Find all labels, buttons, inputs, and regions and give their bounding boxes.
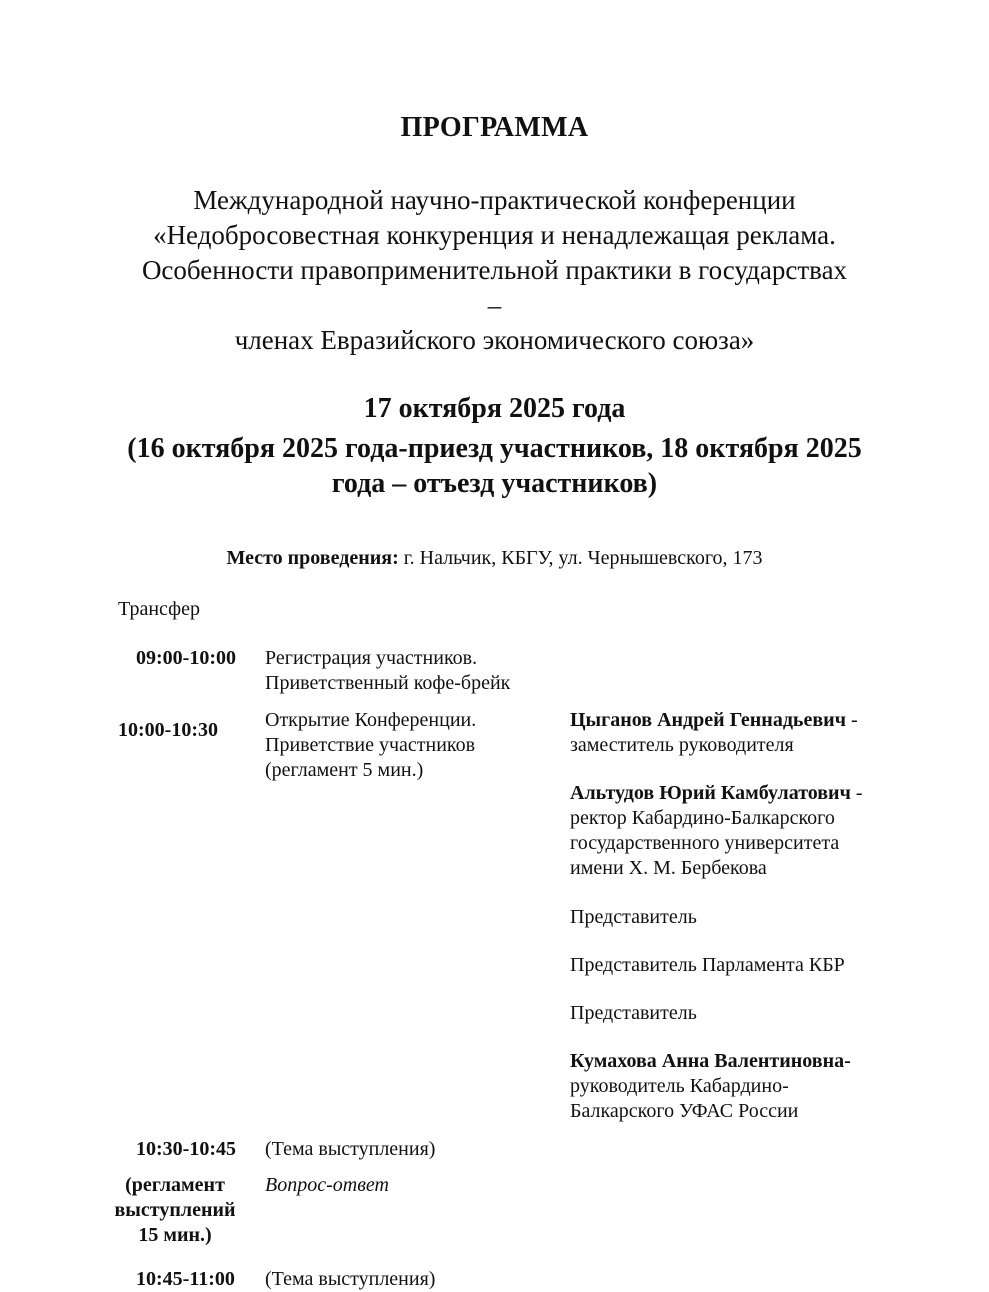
conference-date: 17 октября 2025 года <box>363 393 626 424</box>
schedule-event-3: (Тема выступления) <box>265 1138 436 1160</box>
transfer-label: Трансфер <box>118 598 200 620</box>
arrival-departure-line-2: года – отъезд участников) <box>331 468 658 499</box>
speaker-role: ректор Кабардино-Балкарского <box>570 807 835 829</box>
speaker-role: заместитель руководителя <box>570 734 794 756</box>
note-line: (регламент <box>125 1174 225 1196</box>
speaker-block-2 <box>570 781 863 881</box>
schedule-time-4: 10:45-11:00 <box>136 1268 235 1290</box>
conference-name-line-1: Международной научно-практической конференции <box>193 185 796 215</box>
page-title: ПРОГРАММА <box>400 112 589 143</box>
conference-name-line-4: – <box>487 290 502 320</box>
speaker-name: Цыганов Андрей Геннадьевич <box>570 709 846 731</box>
event-line: Открытие Конференции. <box>265 709 477 731</box>
schedule-event-2 <box>265 708 476 783</box>
qa-label: Вопрос-ответ <box>265 1174 389 1196</box>
speaker-separator: - <box>844 1050 851 1072</box>
event-line: Приветствие участников <box>265 734 476 756</box>
schedule-event-4: (Тема выступления) <box>265 1268 436 1290</box>
arrival-departure-line-1: (16 октября 2025 года-приезд участников, 18 октября 2025 <box>127 433 862 464</box>
speaker-role: руководитель Кабардино- <box>570 1075 789 1097</box>
speech-time-limit-note <box>100 1173 250 1248</box>
venue <box>0 547 989 570</box>
schedule-event-1 <box>265 646 510 696</box>
note-line: 15 мин.) <box>138 1224 212 1246</box>
speaker-name: Кумахова Анна Валентиновна <box>570 1050 845 1072</box>
venue-value: г. Нальчик, КБГУ, ул. Чернышевского, 173 <box>398 547 763 569</box>
speaker-block-4: Представитель Парламента КБР <box>570 954 845 976</box>
speaker-role: имени Х. М. Бербекова <box>570 857 767 879</box>
speaker-block-6 <box>570 1049 851 1124</box>
speaker-block-3: Представитель <box>570 906 697 928</box>
event-line: (регламент 5 мин.) <box>265 759 424 781</box>
schedule-time-3: 10:30-10:45 <box>136 1138 236 1160</box>
speaker-separator: - <box>850 782 863 804</box>
conference-name-line-3: Особенности правоприменительной практики в государствах <box>141 255 848 285</box>
speaker-separator: - <box>846 709 858 731</box>
speaker-block-1 <box>570 708 858 758</box>
speaker-name: Альтудов Юрий Камбулатович <box>570 782 851 804</box>
speaker-role: государственного университета <box>570 832 840 854</box>
conference-name-line-2: «Недобросовестная конкуренция и ненадлежащая реклама. <box>153 220 836 250</box>
event-line: Приветственный кофе-брейк <box>265 672 511 694</box>
conference-name-line-5: членах Евразийского экономического союза» <box>234 325 755 355</box>
schedule-time-1: 09:00-10:00 <box>136 647 236 669</box>
event-line: Регистрация участников. <box>265 647 478 669</box>
speaker-block-5: Представитель <box>570 1002 697 1024</box>
speaker-role: Балкарского УФАС России <box>570 1100 799 1122</box>
venue-label: Место проведения: <box>226 547 399 569</box>
schedule-time-2: 10:00-10:30 <box>118 719 218 741</box>
note-line: выступлений <box>114 1199 236 1221</box>
